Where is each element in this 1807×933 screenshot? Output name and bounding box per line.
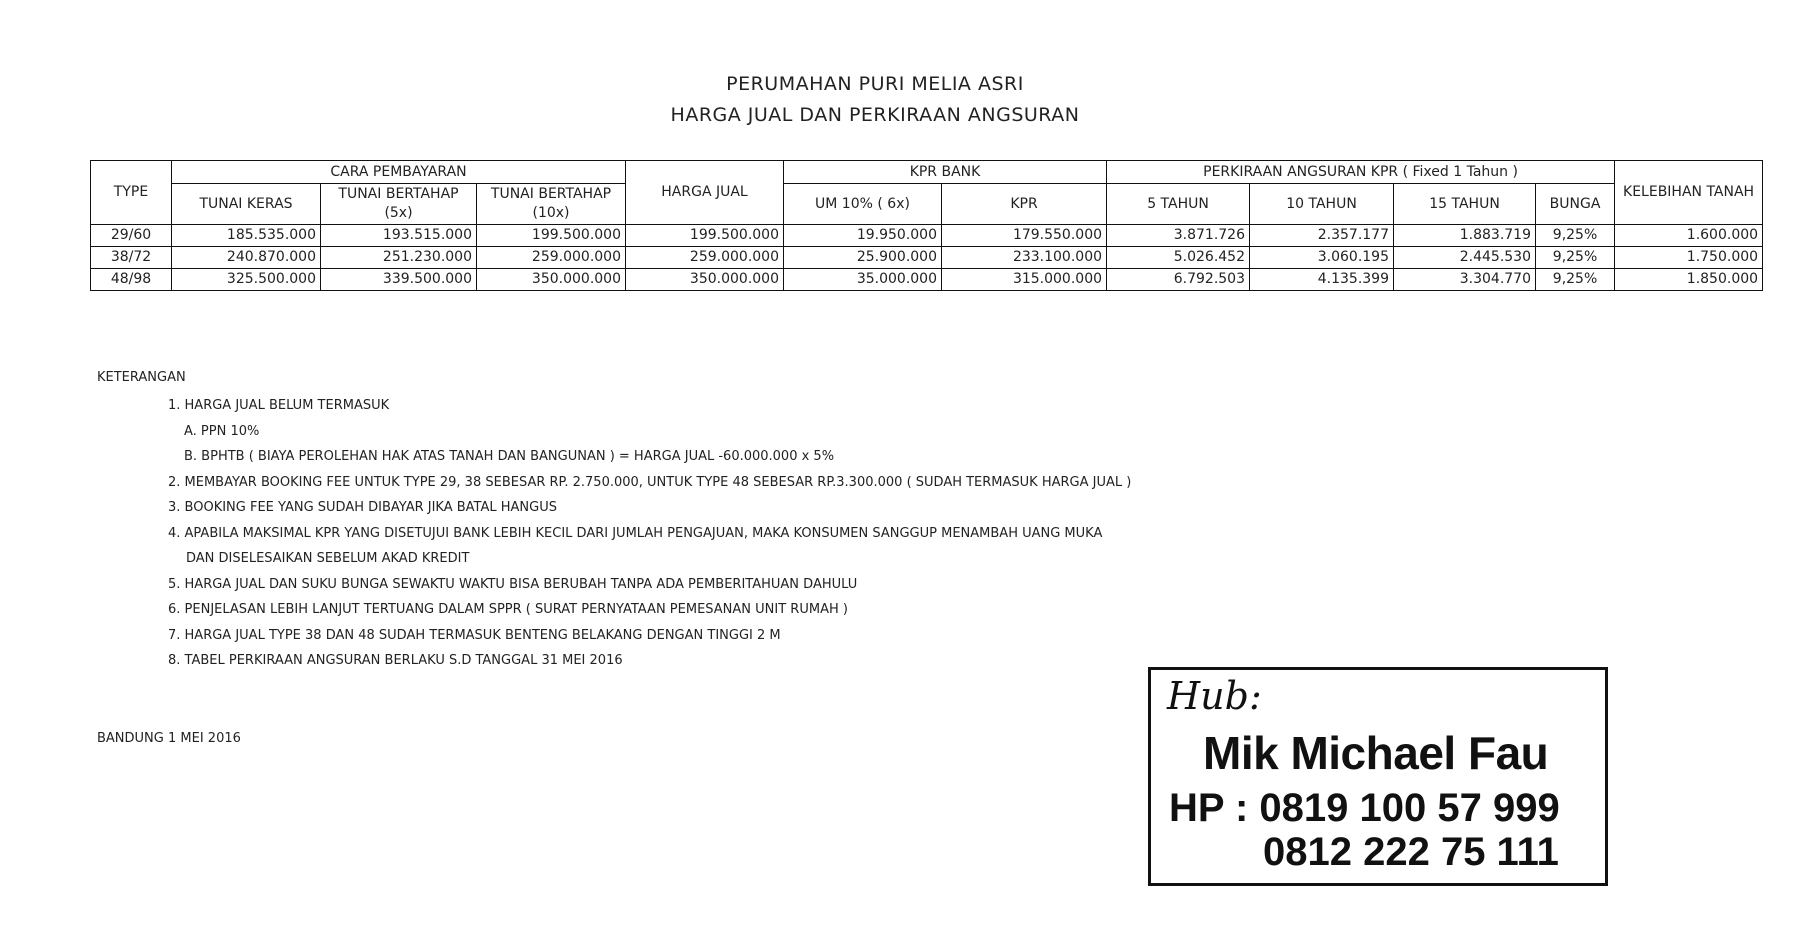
cell-tunai-keras: 185.535.000 <box>172 225 321 247</box>
contact-hub-label: Hub: <box>1167 674 1262 718</box>
cell-um: 35.000.000 <box>784 269 942 291</box>
cell-harga-jual: 199.500.000 <box>626 225 784 247</box>
cell-kpr: 179.550.000 <box>942 225 1107 247</box>
header-bunga: BUNGA <box>1536 184 1615 225</box>
cell-tunai-bertahap-10x: 350.000.000 <box>477 269 626 291</box>
contact-stamp <box>1148 667 1608 886</box>
table-row <box>91 269 1763 291</box>
cell-tunai-bertahap-5x: 339.500.000 <box>321 269 477 291</box>
header-perkiraan-angsuran: PERKIRAAN ANGSURAN KPR ( Fixed 1 Tahun ) <box>1107 161 1615 184</box>
header-tunai-bertahap-10x: TUNAI BERTAHAP (10x) <box>477 184 626 225</box>
note-item: 7. HARGA JUAL TYPE 38 DAN 48 SUDAH TERMASUK BENTENG BELAKANG DENGAN TINGGI 2 M <box>168 627 781 643</box>
keterangan-title: KETERANGAN <box>97 370 186 385</box>
cell-kelebihan-tanah: 1.750.000 <box>1615 247 1763 269</box>
cell-bunga: 9,25% <box>1536 269 1615 291</box>
header-5-tahun: 5 TAHUN <box>1107 184 1250 225</box>
header-um: UM 10% ( 6x) <box>784 184 942 225</box>
cell-um: 19.950.000 <box>784 225 942 247</box>
contact-phone-2: 0812 222 75 111 <box>1263 830 1559 874</box>
cell-15-tahun: 1.883.719 <box>1394 225 1536 247</box>
note-item-continuation: DAN DISELESAIKAN SEBELUM AKAD KREDIT <box>186 551 470 566</box>
header-type: TYPE <box>91 161 172 225</box>
note-item: 8. TABEL PERKIRAAN ANGSURAN BERLAKU S.D TANGGAL 31 MEI 2016 <box>168 653 623 668</box>
place-date: BANDUNG 1 MEI 2016 <box>97 731 241 746</box>
note-item: 4. APABILA MAKSIMAL KPR YANG DISETUJUI BANK LEBIH KECIL DARI JUMLAH PENGAJUAN, MAKA KONSUMEN SANGGUP MENAMBAH UANG MUKA <box>168 525 1103 541</box>
document-subtitle: HARGA JUAL DAN PERKIRAAN ANGSURAN <box>670 104 1080 126</box>
cell-kpr: 233.100.000 <box>942 247 1107 269</box>
note-item: 1. HARGA JUAL BELUM TERMASUK <box>168 398 390 413</box>
cell-type: 38/72 <box>91 247 172 269</box>
cell-type: 29/60 <box>91 225 172 247</box>
cell-tunai-keras: 325.500.000 <box>172 269 321 291</box>
cell-tunai-bertahap-10x: 259.000.000 <box>477 247 626 269</box>
cell-kelebihan-tanah: 1.850.000 <box>1615 269 1763 291</box>
cell-harga-jual: 350.000.000 <box>626 269 784 291</box>
header-cara-pembayaran: CARA PEMBAYARAN <box>172 161 626 184</box>
header-10-tahun: 10 TAHUN <box>1250 184 1394 225</box>
header-tunai-keras: TUNAI KERAS <box>172 184 321 225</box>
table-row <box>91 247 1763 269</box>
cell-tunai-bertahap-5x: 251.230.000 <box>321 247 477 269</box>
header-kpr-bank: KPR BANK <box>784 161 1107 184</box>
cell-10-tahun: 3.060.195 <box>1250 247 1394 269</box>
cell-10-tahun: 2.357.177 <box>1250 225 1394 247</box>
cell-15-tahun: 3.304.770 <box>1394 269 1536 291</box>
cell-type: 48/98 <box>91 269 172 291</box>
contact-name: Mik Michael Fau <box>1203 727 1549 779</box>
header-15-tahun: 15 TAHUN <box>1394 184 1536 225</box>
price-table <box>90 160 1763 291</box>
header-kelebihan-tanah: KELEBIHAN TANAH <box>1615 161 1763 225</box>
document-title: PERUMAHAN PURI MELIA ASRI <box>726 73 1024 95</box>
cell-kelebihan-tanah: 1.600.000 <box>1615 225 1763 247</box>
cell-bunga: 9,25% <box>1536 225 1615 247</box>
header-harga-jual: HARGA JUAL <box>626 161 784 225</box>
note-item: 2. MEMBAYAR BOOKING FEE UNTUK TYPE 29, 38 SEBESAR RP. 2.750.000, UNTUK TYPE 48 SEBESAR RP.3.300.000 ( SUDAH TERMASUK HARGA JUAL ) <box>168 474 1132 490</box>
cell-tunai-bertahap-5x: 193.515.000 <box>321 225 477 247</box>
cell-5-tahun: 6.792.503 <box>1107 269 1250 291</box>
cell-10-tahun: 4.135.399 <box>1250 269 1394 291</box>
cell-5-tahun: 3.871.726 <box>1107 225 1250 247</box>
cell-tunai-keras: 240.870.000 <box>172 247 321 269</box>
header-tunai-bertahap-5x: TUNAI BERTAHAP (5x) <box>321 184 477 225</box>
note-item: 6. PENJELASAN LEBIH LANJUT TERTUANG DALAM SPPR ( SURAT PERNYATAAN PEMESANAN UNIT RUMAH ) <box>168 602 848 617</box>
cell-harga-jual: 259.000.000 <box>626 247 784 269</box>
note-sub-item: B. BPHTB ( BIAYA PEROLEHAN HAK ATAS TANAH DAN BANGUNAN ) = HARGA JUAL -60.000.000 x 5% <box>184 449 835 464</box>
cell-5-tahun: 5.026.452 <box>1107 247 1250 269</box>
cell-bunga: 9,25% <box>1536 247 1615 269</box>
note-sub-item: A. PPN 10% <box>184 423 260 439</box>
header-kpr: KPR <box>942 184 1107 225</box>
table-row <box>91 225 1763 247</box>
cell-15-tahun: 2.445.530 <box>1394 247 1536 269</box>
note-item: 5. HARGA JUAL DAN SUKU BUNGA SEWAKTU WAKTU BISA BERUBAH TANPA ADA PEMBERITAHUAN DAHULU <box>168 576 858 592</box>
cell-um: 25.900.000 <box>784 247 942 269</box>
cell-kpr: 315.000.000 <box>942 269 1107 291</box>
contact-phone-1: HP : 0819 100 57 999 <box>1169 786 1560 830</box>
cell-tunai-bertahap-10x: 199.500.000 <box>477 225 626 247</box>
note-item: 3. BOOKING FEE YANG SUDAH DIBAYAR JIKA BATAL HANGUS <box>168 500 557 515</box>
keterangan-list <box>168 393 1131 674</box>
